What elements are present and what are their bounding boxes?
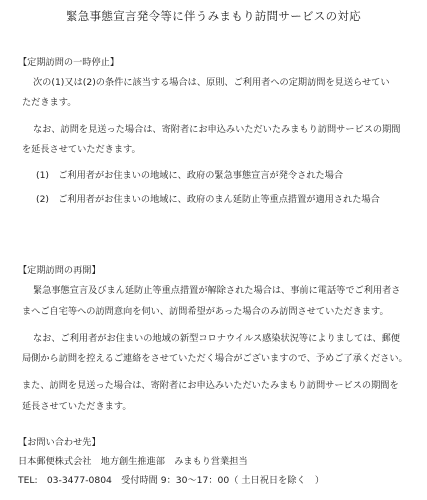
condition-item-2: (2) ご利用者がお住まいの地域に、政府のまん延防止等重点措置が適用された場合 bbox=[36, 194, 380, 205]
section-heading-resume: 【定期訪問の再開】 bbox=[18, 265, 101, 276]
section-heading-suspension: 【定期訪問の一時停止】 bbox=[18, 57, 120, 68]
paragraph-line: を延長させていただきます。 bbox=[22, 144, 141, 155]
condition-item-1: (1) ご利用者がお住まいの地域に、政府の緊急事態宣言が発令された場合 bbox=[36, 170, 344, 181]
contact-organization: 日本郵便株式会社 地方創生推進部 みまもり営業担当 bbox=[18, 456, 248, 467]
contact-heading: 【お問い合わせ先】 bbox=[18, 437, 101, 448]
paragraph-line: まへご自宅等への訪問意向を伺い、訪問希望があった場合のみ訪問させていただきます。 bbox=[22, 306, 389, 317]
paragraph-line: ただきます。 bbox=[22, 97, 77, 108]
contact-telephone: TEL: 03-3477-0804 受付時間 9：30～17：00（ 土日祝日を除く ） bbox=[18, 475, 325, 486]
paragraph-line: なお、ご利用者がお住まいの地域の新型コロナウイルス感染状況等によりましては、郵便 bbox=[33, 333, 400, 344]
paragraph-line: 緊急事態宣言及びまん延防止等重点措置が解除された場合は、事前に電話等でご利用者さ bbox=[33, 285, 401, 296]
paragraph-line: また、訪問を見送った場合は、寄附者にお申込みいただいたみまもり訪問サービスの期間を bbox=[22, 380, 399, 391]
paragraph-line: 延長させていただきます。 bbox=[22, 401, 132, 412]
document-title: 緊急事態宣言発令等に伴うみまもり訪問サービスの対応 bbox=[66, 9, 361, 23]
paragraph-line: なお、訪問を見送った場合は、寄附者にお申込みいただいたみまもり訪問サービスの期間 bbox=[33, 124, 401, 135]
paragraph-line: 次の(1)又は(2)の条件に該当する場合は、原則、ご利用者への定期訪問を見送らせてい bbox=[33, 77, 390, 88]
paragraph-line: 局側から訪問を控えるご連絡をさせていただく場合がございますので、予めご了承ください。 bbox=[22, 353, 408, 364]
